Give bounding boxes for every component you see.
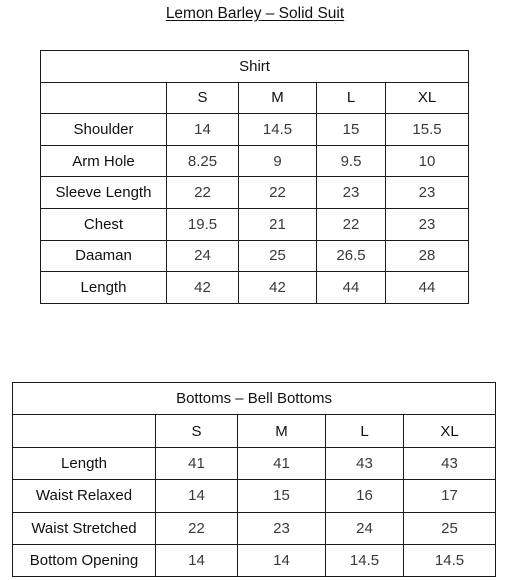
cell-value: 14.5 (239, 114, 317, 146)
cell-value: 41 (238, 447, 326, 479)
cell-value: 14.5 (326, 544, 404, 576)
cell-value: 44 (317, 272, 386, 304)
bottoms-table-title: Bottoms – Bell Bottoms (13, 383, 496, 415)
row-label-arm-hole: Arm Hole (41, 145, 167, 177)
row-label-daaman: Daaman (41, 240, 167, 272)
cell-value: 26.5 (317, 240, 386, 272)
size-header-row (41, 82, 469, 114)
cell-value: 22 (167, 177, 239, 209)
page-title (0, 5, 510, 23)
cell-value: 14 (156, 480, 238, 512)
cell-value: 14 (167, 114, 239, 146)
cell-value: 9.5 (317, 145, 386, 177)
size-header-row (13, 415, 496, 447)
table-caption-row (13, 383, 496, 415)
row-label-length: Length (13, 447, 156, 479)
cell-value: 15 (238, 480, 326, 512)
cell-value: 23 (386, 177, 469, 209)
table-caption-row (41, 51, 469, 83)
row-label-waist-stretched: Waist Stretched (13, 512, 156, 544)
cell-value: 25 (404, 512, 496, 544)
table-row (13, 512, 496, 544)
table-row (13, 544, 496, 576)
cell-value: 14.5 (404, 544, 496, 576)
size-header-m: M (238, 415, 326, 447)
cell-value: 43 (326, 447, 404, 479)
size-header-s: S (156, 415, 238, 447)
page-title-text: Lemon Barley – Solid Suit (165, 5, 345, 22)
table-row (41, 208, 469, 240)
cell-value: 15.5 (386, 114, 469, 146)
cell-value: 17 (404, 480, 496, 512)
cell-value: 14 (156, 544, 238, 576)
row-label-chest: Chest (41, 208, 167, 240)
row-label-length: Length (41, 272, 167, 304)
cell-value: 23 (238, 512, 326, 544)
cell-value: 22 (156, 512, 238, 544)
row-label-bottom-opening: Bottom Opening (13, 544, 156, 576)
size-header-l: L (317, 82, 386, 114)
cell-value: 15 (317, 114, 386, 146)
table-row (41, 272, 469, 304)
cell-value: 25 (239, 240, 317, 272)
table-row (13, 480, 496, 512)
size-header-m: M (239, 82, 317, 114)
corner-cell (41, 82, 167, 114)
cell-value: 41 (156, 447, 238, 479)
row-label-shoulder: Shoulder (41, 114, 167, 146)
cell-value: 43 (404, 447, 496, 479)
size-header-l: L (326, 415, 404, 447)
cell-value: 23 (317, 177, 386, 209)
cell-value: 19.5 (167, 208, 239, 240)
cell-value: 9 (239, 145, 317, 177)
table-row (41, 177, 469, 209)
shirt-table-title: Shirt (41, 51, 469, 83)
table-row (41, 145, 469, 177)
table-row (41, 240, 469, 272)
size-header-s: S (167, 82, 239, 114)
cell-value: 28 (386, 240, 469, 272)
cell-value: 24 (326, 512, 404, 544)
cell-value: 22 (239, 177, 317, 209)
cell-value: 8.25 (167, 145, 239, 177)
size-header-xl: XL (386, 82, 469, 114)
cell-value: 23 (386, 208, 469, 240)
table-row (13, 447, 496, 479)
size-header-xl: XL (404, 415, 496, 447)
cell-value: 14 (238, 544, 326, 576)
cell-value: 16 (326, 480, 404, 512)
table-row (41, 114, 469, 146)
cell-value: 24 (167, 240, 239, 272)
cell-value: 22 (317, 208, 386, 240)
shirt-size-table (40, 50, 469, 304)
row-label-waist-relaxed: Waist Relaxed (13, 480, 156, 512)
cell-value: 42 (167, 272, 239, 304)
row-label-sleeve-length: Sleeve Length (41, 177, 167, 209)
cell-value: 21 (239, 208, 317, 240)
corner-cell (13, 415, 156, 447)
cell-value: 44 (386, 272, 469, 304)
cell-value: 42 (239, 272, 317, 304)
bottoms-size-table (12, 382, 496, 577)
cell-value: 10 (386, 145, 469, 177)
